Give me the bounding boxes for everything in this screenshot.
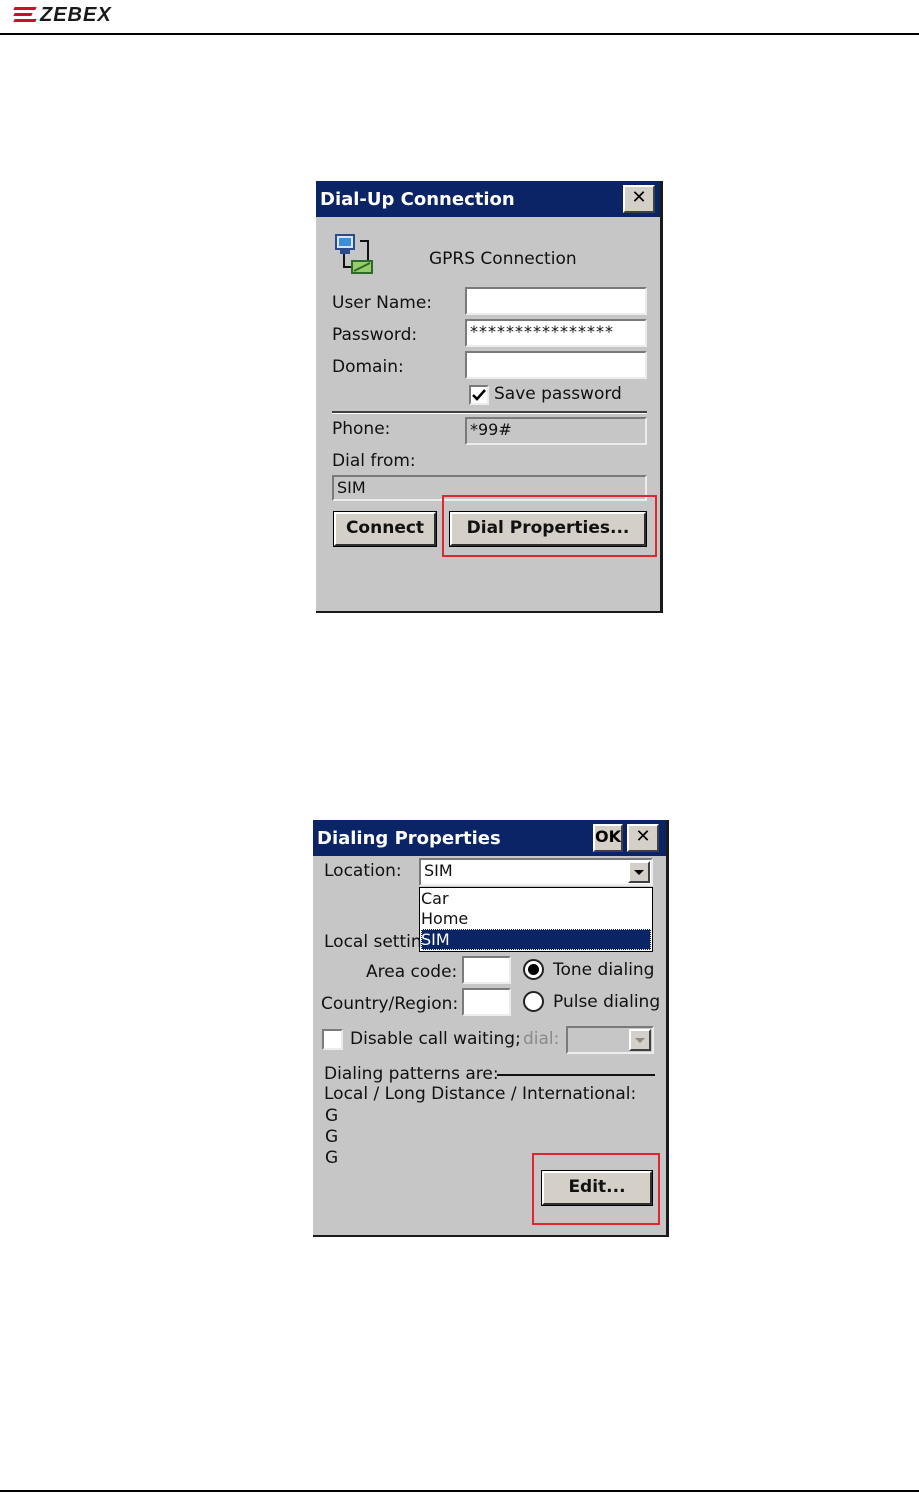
footer-rule xyxy=(0,1490,919,1492)
ok-button[interactable]: OK xyxy=(593,824,623,852)
local-settings-label: Local settin xyxy=(324,932,422,952)
phone-field: *99# xyxy=(465,417,647,445)
domain-label: Domain: xyxy=(332,357,404,377)
location-option-home[interactable]: Home xyxy=(421,909,469,928)
location-dropdown-list xyxy=(419,887,653,952)
edit-highlight xyxy=(532,1153,660,1225)
header-rule xyxy=(0,33,919,35)
pattern-long-distance: G xyxy=(325,1127,339,1147)
dial-label: dial: xyxy=(523,1029,560,1049)
location-label: Location: xyxy=(324,861,402,881)
disable-call-waiting-label: Disable call waiting; xyxy=(350,1029,521,1049)
connect-button-label: Connect xyxy=(345,518,425,538)
password-label: Password: xyxy=(332,325,418,345)
patterns-separator xyxy=(497,1074,655,1076)
checkmark-icon xyxy=(471,387,487,403)
edit-button-label: Edit... xyxy=(568,1177,626,1197)
dial-properties-button-label: Dial Properties... xyxy=(466,518,630,538)
password-field[interactable]: **************** xyxy=(465,319,647,347)
dial-properties-highlight xyxy=(442,495,657,557)
location-option-car[interactable]: Car xyxy=(421,889,449,908)
domain-field[interactable] xyxy=(465,351,647,379)
dial-from-field: SIM xyxy=(332,475,647,501)
brand-name: ZEBEX xyxy=(40,3,112,26)
country-region-field[interactable] xyxy=(462,988,511,1016)
dialup-title: Dial-Up Connection xyxy=(320,189,515,210)
pattern-local: G xyxy=(325,1106,339,1126)
tone-dialing-label: Tone dialing xyxy=(553,960,655,980)
dial-from-label: Dial from: xyxy=(332,451,416,471)
dialup-connection-window xyxy=(316,181,663,613)
dialing-close-button[interactable]: ✕ xyxy=(627,824,659,852)
user-name-field[interactable] xyxy=(465,287,647,315)
location-option-sim[interactable]: SIM xyxy=(421,929,651,950)
dialup-close-button[interactable]: ✕ xyxy=(623,185,655,213)
chevron-down-icon xyxy=(631,1031,649,1049)
dialing-titlebar xyxy=(313,820,666,856)
dialing-title: Dialing Properties xyxy=(317,828,501,849)
country-region-label: Country/Region: xyxy=(321,994,459,1014)
pulse-dialing-radio[interactable] xyxy=(523,991,544,1012)
phone-label: Phone: xyxy=(332,419,391,439)
pulse-dialing-label: Pulse dialing xyxy=(553,992,661,1012)
patterns-header: Local / Long Distance / International: xyxy=(324,1084,637,1104)
network-connection-icon xyxy=(334,233,374,277)
pattern-international: G xyxy=(325,1148,339,1168)
area-code-label: Area code: xyxy=(366,962,458,982)
tone-dialing-radio[interactable] xyxy=(523,959,544,980)
dialing-patterns-label: Dialing patterns are: xyxy=(324,1064,499,1084)
save-password-label: Save password xyxy=(494,384,622,404)
dialup-separator xyxy=(332,411,647,414)
area-code-field[interactable] xyxy=(462,956,511,984)
dialup-titlebar xyxy=(316,181,660,217)
dial-code-dropdown-button xyxy=(629,1029,651,1051)
user-name-label: User Name: xyxy=(332,293,433,313)
zebex-logo xyxy=(14,4,112,26)
connection-name: GPRS Connection xyxy=(429,249,577,269)
logo-mark-icon xyxy=(14,7,38,23)
location-select[interactable]: SIM xyxy=(419,858,653,886)
chevron-down-icon xyxy=(630,863,648,881)
location-dropdown-button[interactable] xyxy=(628,861,650,883)
dialing-properties-window xyxy=(313,820,669,1237)
save-password-checkbox[interactable] xyxy=(469,385,489,405)
disable-call-waiting-checkbox[interactable] xyxy=(322,1029,343,1050)
connect-button[interactable] xyxy=(334,512,436,546)
radio-selected-dot xyxy=(528,964,539,975)
